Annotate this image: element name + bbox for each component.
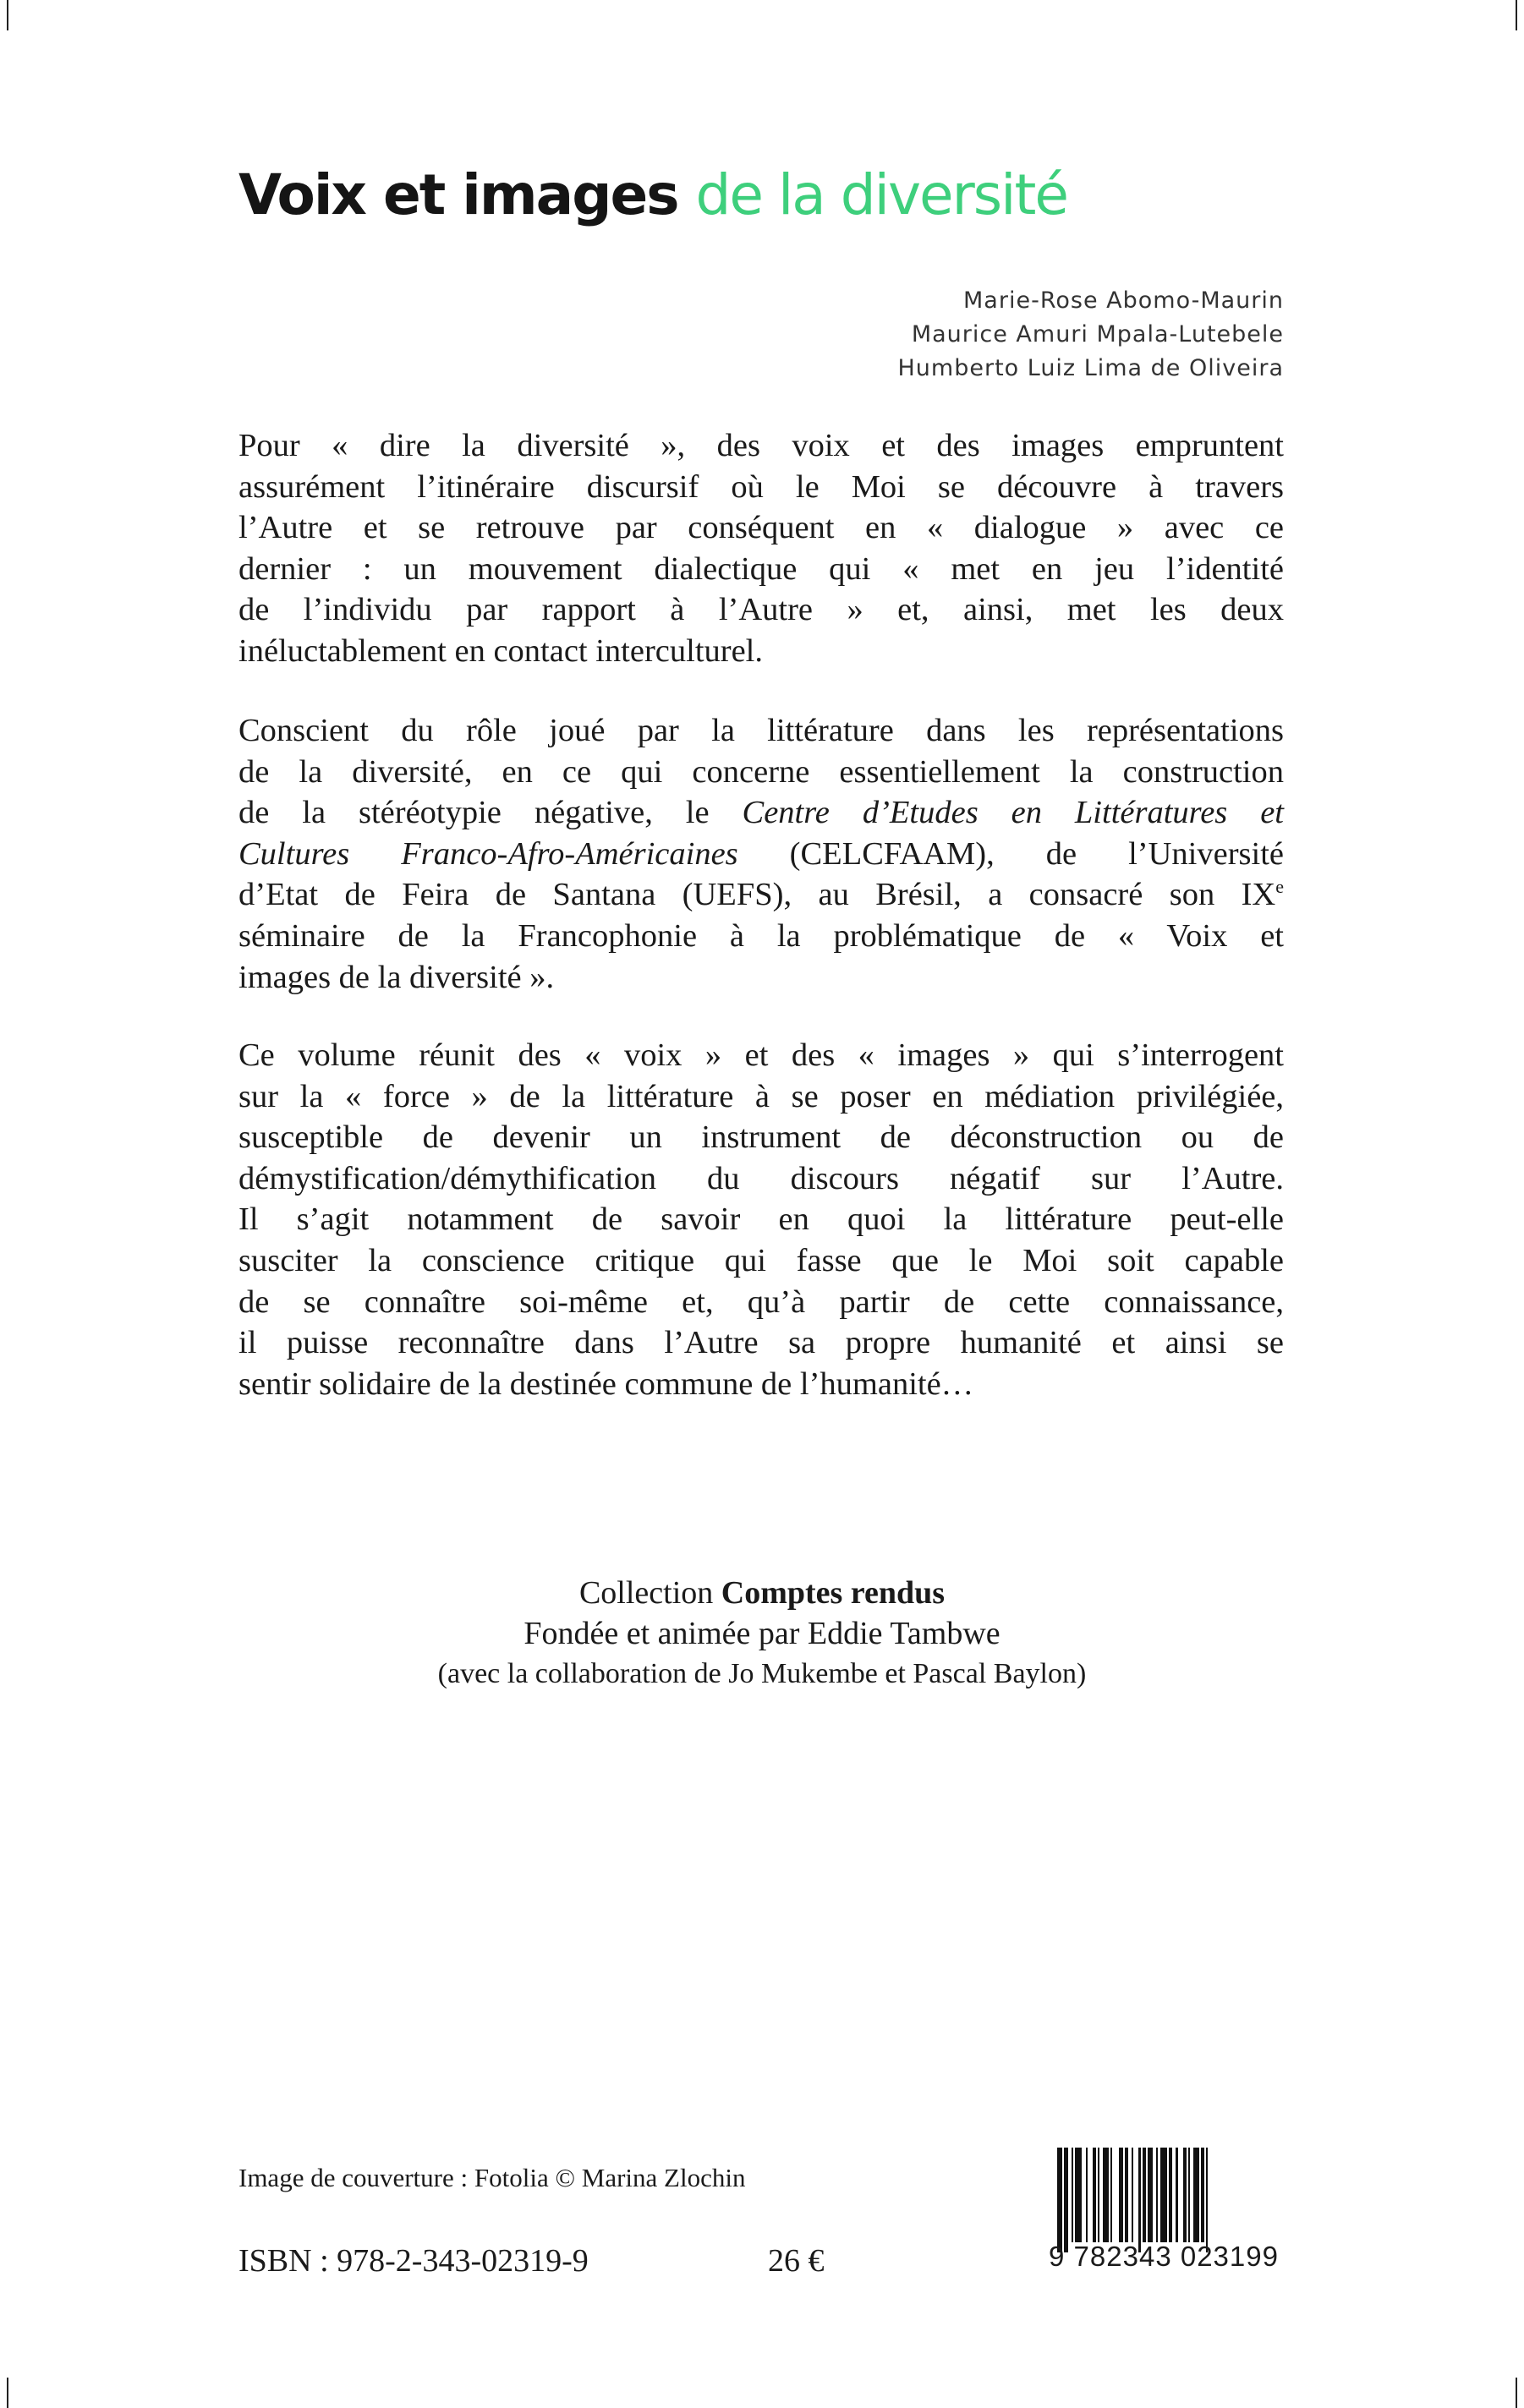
text-line [238,916,1284,957]
text-segment: il puisse reconnaître dans l’Autre sa propre humanité et ainsi se [238,1325,1284,1361]
italic-text: Centre d’Etudes en Littératures et [742,795,1284,831]
collection-founder: Fondée et animée par Eddie Tambwe [524,1616,1000,1651]
text-segment: images de la diversité ». [238,959,555,995]
collection-name: Comptes rendus [721,1575,946,1611]
text-line [238,874,1284,916]
author: Maurice Amuri Mpala-Lutebele [911,321,1284,348]
text-line [238,1076,1284,1118]
barcode-number: 9 782343 023199 [1049,2241,1279,2272]
text-segment: susciter la conscience critique qui fasse que le Moi soit capable [238,1242,1284,1278]
text-line [238,467,1284,508]
crop-mark [1516,0,1517,30]
barcode-bar [1075,2148,1082,2242]
text-segment: susceptible de devenir un instrument de déconstruction ou de [238,1119,1284,1156]
collection-info [0,1573,1524,1694]
italic-text: Cultures Franco-Afro-Américaines [238,835,738,872]
text-segment: sur la « force » de la littérature à se poser en médiation privilégiée, [238,1078,1284,1114]
text-line [238,834,1284,875]
barcode-bar [1208,2148,1213,2252]
text-segment: d’Etat de Feira de Santana (UEFS), au Brésil, a consacré son IX [238,877,1276,913]
text-line [238,957,1284,999]
collection-collaboration: (avec la collaboration de Jo Mukembe et Pascal Baylon) [437,1658,1087,1689]
price: 26 € [768,2243,825,2279]
crop-mark [7,2378,8,2408]
crop-mark [1516,2378,1517,2408]
isbn: ISBN : 978-2-343-02319-9 [238,2243,589,2279]
title-accent: de la diversité [695,162,1067,227]
text-line [238,1199,1284,1240]
barcode-bar [1112,2148,1119,2242]
text-line [238,425,1284,467]
text-segment: Pour « dire la diversité », des voix et des images empruntent [238,428,1284,463]
text-line [238,792,1284,834]
blurb-paragraph [238,710,1284,998]
text-segment: séminaire de la Francophonie à la problématique de « Voix et [238,917,1284,954]
text-segment: de la stéréotypie négative, le [238,795,743,831]
author: Marie-Rose Abomo-Maurin [963,287,1284,314]
text-segment: démystification/démythification du discours négatif sur l’Autre. [238,1160,1284,1196]
text-line [238,507,1284,549]
crop-mark [7,0,8,30]
text-segment: (CELCFAAM), de l’Université [737,835,1284,872]
text-segment: de l’individu par rapport à l’Autre » et, ainsi, met les deux [238,592,1284,628]
text-segment: de se connaître soi-même et, qu’à partir de cette connaissance, [238,1283,1284,1320]
text-line [238,631,1284,672]
book-title [238,162,1067,227]
text-line [238,710,1284,752]
text-segment: assurément l’itinéraire discursif où le Moi se découvre à travers [238,468,1284,505]
text-line [238,752,1284,793]
text-segment: inéluctablement en contact interculturel. [238,632,764,669]
text-line [238,1158,1284,1200]
text-segment: Il s’agit notamment de savoir en quoi la littérature peut-elle [238,1201,1284,1238]
text-segment: Conscient du rôle joué par la littérature dans les représentations [238,713,1284,748]
barcode-bars [1057,2148,1284,2242]
text-line [238,1364,1284,1405]
superscript: e [1275,876,1284,898]
blurb-paragraph [238,1035,1284,1404]
text-line [238,549,1284,590]
author: Humberto Luiz Lima de Oliveira [897,355,1284,381]
collection-prefix: Collection [578,1575,721,1611]
text-line [238,589,1284,631]
cover-image-credit: Image de couverture : Fotolia © Marina Zlochin [238,2163,746,2192]
text-segment: Ce volume réunit des « voix » et des « images » qui s’interrogent [238,1037,1284,1073]
barcode-bar [1160,2148,1167,2242]
text-segment: l’Autre et se retrouve par conséquent en « dialogue » avec ce [238,510,1284,546]
title-main: Voix et images [238,162,678,227]
text-line [238,1117,1284,1158]
text-line [238,1322,1284,1364]
barcode [1042,2148,1286,2274]
text-segment: sentir solidaire de la destinée commune de l’humanité… [238,1365,974,1402]
text-line [238,1035,1284,1076]
text-segment: dernier : un mouvement dialectique qui « met en jeu l’identité [238,550,1284,587]
author-list [898,284,1285,386]
blurb-paragraph [238,425,1284,672]
text-line [238,1240,1284,1282]
text-segment: de la diversité, en ce qui concerne essentiellement la construction [238,753,1284,790]
text-line [238,1282,1284,1323]
